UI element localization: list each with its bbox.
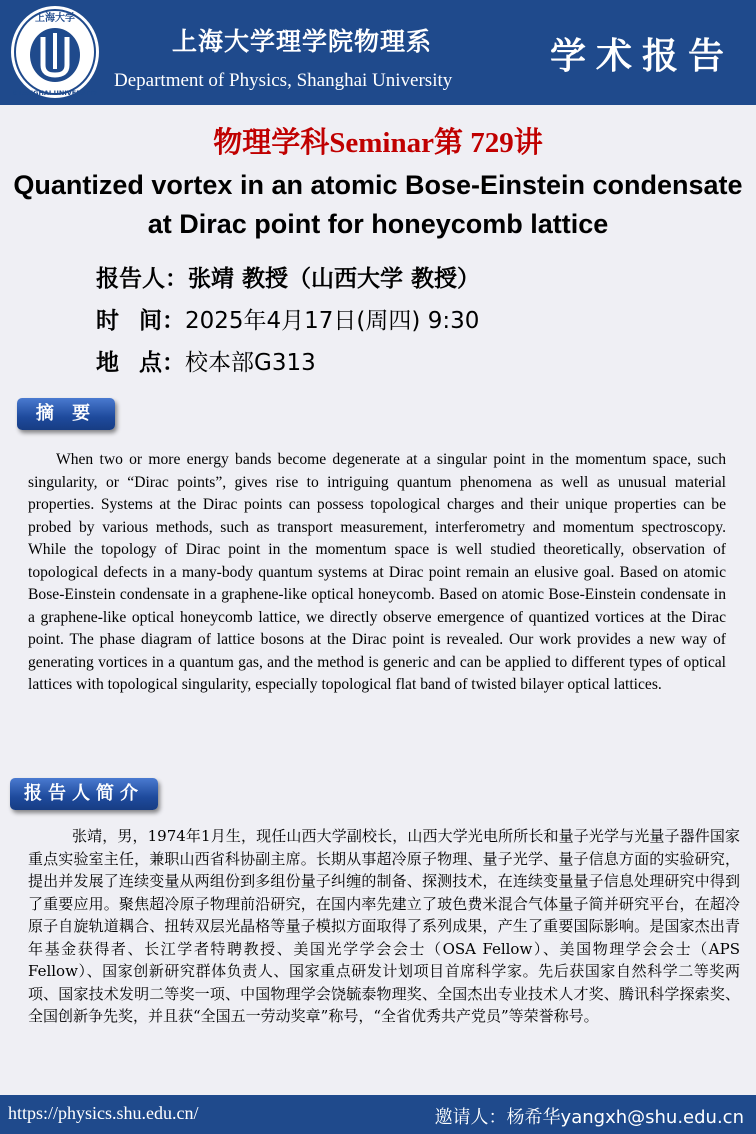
- speaker-bio-text: 张靖，男，1974年1月生，现任山西大学副校长，山西大学光电所所长和量子光学与光量子器件国家重点实验室主任，兼职山西省科协副主席。长期从事超冷原子物理、量子光学、量子信息方面的实验研究，提出并发展了连续变量从两组份到多组份量子纠缠的制备、探测技术，在连续变量量子信息处理研究中得到了重要应用。聚焦超冷原子物理前沿研究，在国内率先建立了玻色费米混合气体量子简并研究平台，在超冷原子自旋轨道耦合、扭转双层光晶格等量子模拟方面取得了系列成果，产生了重要国际影响。是国家杰出青年基金获得者、长江学者特聘教授、美国光学学会会士（OSA Fellow）、美国物理学会会士（APS Fellow）、国家创新研究群体负责人、国家重点研发计划项目首席科学家。先后获国家自然科学二等奖两项、国家技术发明二等奖一项、中国物理学会饶毓泰物理奖、全国杰出专业技术人才奖、腾讯科学探索奖、全国创新争先奖，并且获“全国五一劳动奖章”称号，“全省优秀共产党员”等荣誉称号。: [28, 827, 740, 1025]
- header-banner: [0, 0, 756, 105]
- report-tag: 学术报告: [549, 35, 734, 77]
- talk-title: Quantized vortex in an atomic Bose-Einstein condensate at Dirac point for honeycomb lattice: [13, 170, 743, 239]
- place-value: 校本部G313: [185, 350, 316, 376]
- place-label: 地点：: [96, 350, 185, 376]
- seminar-series: 物理学科Seminar第 729讲: [213, 127, 543, 159]
- department-name-cn: 上海大学理学院物理系: [172, 27, 433, 56]
- speaker-label: 报告人：: [96, 266, 188, 292]
- abstract-section-tab: 摘 要: [17, 398, 115, 430]
- university-seal-icon: [8, 3, 102, 101]
- abstract-text: When two or more energy bands become degenerate at a singular point in the momentum space, such singularity, or “Dirac points”, gives rise to intriguing quantum phenomena as well as unusual material properties. Systems at the Dirac points can possess topological charges and their unique properties can be probed by various methods, such as transport measurement, interferometry and momentum spectroscopy. While the topology of Dirac point in the momentum space is well studied theoretically, observation of topological defects in a many-body quantum systems at Dirac point remain an elusive goal. Based on atomic Bose-Einstein condensate in a graphene-like optical honeycomb. Based on atomic Bose-Einstein condensate in a graphene-like optical honeycomb lattice, we directly observe emergence of quantized vortices at the Dirac point. The phase diagram of lattice bosons at the Dirac point is revealed. Our work provides a new way of generating vortices in a quantum gas, and the method is generic and can be applied to different types of optical lattices with topological singularity, especially topological flat band of twisted bilayer optical lattices.: [28, 451, 726, 693]
- seal-text-cn: 上海大学: [35, 13, 75, 24]
- speaker-bio-section-tab: 报告人简介: [10, 778, 158, 810]
- speaker-row: [96, 262, 480, 296]
- inviter-contact: 邀请人：杨希华yangxh@shu.edu.cn: [434, 1107, 744, 1128]
- place-row: [96, 346, 316, 380]
- time-row: [96, 304, 479, 338]
- seal-text-en: SHANGHAI UNIVERSITY: [12, 89, 98, 97]
- department-url-link[interactable]: https://physics.shu.edu.cn/: [8, 1103, 199, 1123]
- time-label: 时间：: [96, 308, 185, 334]
- speaker-value: 张靖 教授（山西大学 教授）: [188, 266, 481, 292]
- time-value: 2025年4月17日(周四) 9:30: [185, 308, 480, 334]
- department-name-en: Department of Physics, Shanghai University: [114, 70, 453, 91]
- footer-bar: [0, 1095, 756, 1134]
